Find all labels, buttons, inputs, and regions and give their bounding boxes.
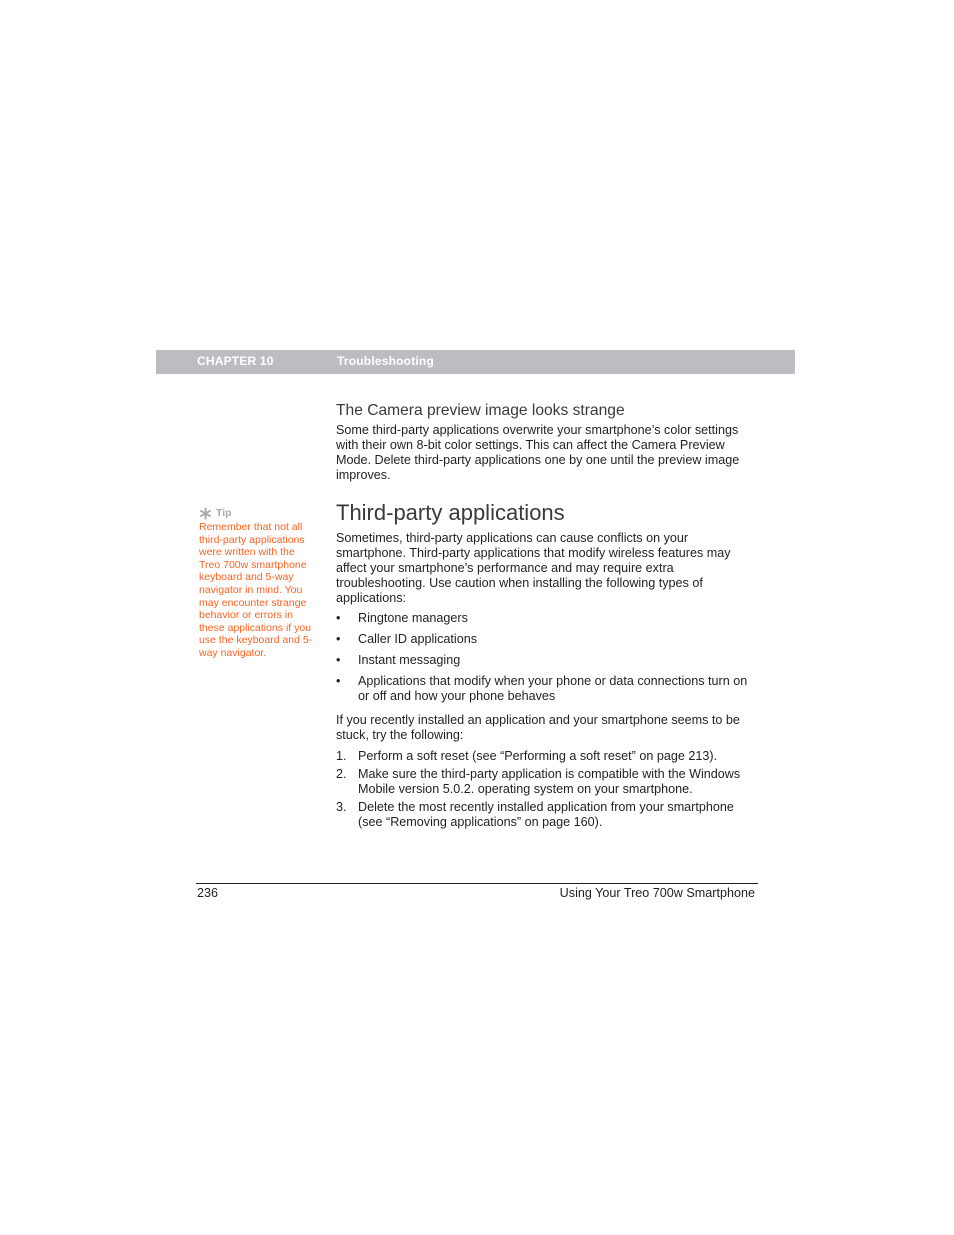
third-party-intro: Sometimes, third-party applications can cause conflicts on your smartphone. Third-party applications that modify wireless features may affect your smartphone’s performance and may require extra troubleshooting. Use caution when installing the following types of applications: [336,531,731,605]
app-type-list [336,611,760,710]
chapter-number: CHAPTER 10 [197,354,274,368]
step-text: Perform a soft reset (see “Performing a soft reset” on page 213). [358,749,718,763]
list-item [336,611,760,626]
tip-text: Remember that not all third-party applications were written with the Treo 700w smartphone keyboard and 5-way navigator in mind. You may encounter strange behavior or errors in these applications if you use the keyboard and 5-way navigator. [199,521,313,659]
step-text: Delete the most recently installed application from your smartphone (see “Removing applications” on page 160). [358,800,734,829]
tip-star-icon [199,507,212,520]
footer-divider [196,883,758,884]
chapter-header-bar [156,350,795,374]
step-item [336,767,760,797]
step-text: Make sure the third-party application is compatible with the Windows Mobile version 5.0.2. operating system on your smartphone. [358,767,741,796]
list-item [336,632,760,647]
page-number: 236 [197,886,219,900]
list-item-text: Instant messaging [358,653,461,667]
step-item [336,749,760,764]
section-heading-third-party: Third-party applications [336,500,565,525]
bullet-mark: • [336,653,341,667]
list-item-text: Ringtone managers [358,611,468,625]
troubleshooting-steps [336,749,760,833]
step-number: 3. [336,800,347,814]
tip-sidebar [199,507,317,660]
list-item-text: Caller ID applications [358,632,477,646]
bullet-mark: • [336,611,341,625]
tip-label: Tip [216,507,232,520]
stuck-followup-paragraph: If you recently installed an application and your smartphone seems to be stuck, try the following: [336,713,740,742]
list-item [336,653,760,668]
step-item [336,800,760,830]
section-heading-camera-preview: The Camera preview image looks strange [336,402,625,419]
list-item [336,674,760,704]
book-title: Using Your Treo 700w Smartphone [559,886,755,900]
step-number: 1. [336,749,347,763]
bullet-mark: • [336,632,341,646]
step-number: 2. [336,767,347,781]
chapter-title: Troubleshooting [337,354,434,368]
bullet-mark: • [336,674,341,688]
tip-header [199,507,317,520]
list-item-text: Applications that modify when your phone or data connections turn on or off and how your phone behaves [358,674,748,703]
camera-preview-paragraph: Some third-party applications overwrite your smartphone’s color settings with their own 8-bit color settings. This can affect the Camera Preview Mode. Delete third-party applications one by one until the preview image improves. [336,423,740,482]
